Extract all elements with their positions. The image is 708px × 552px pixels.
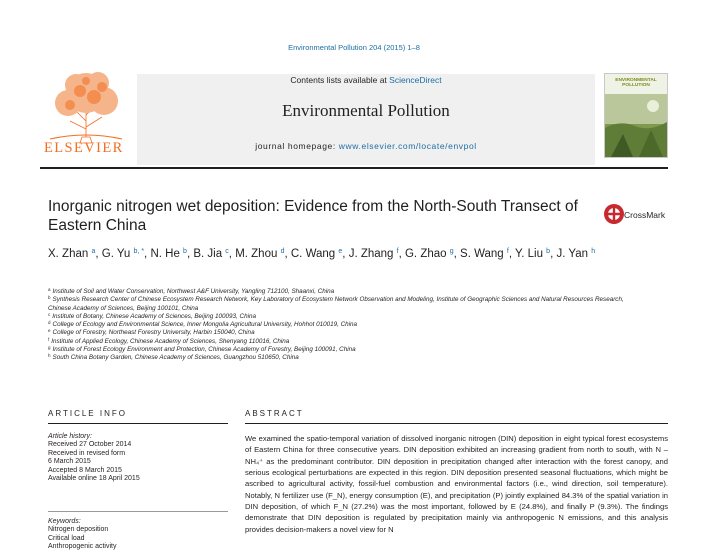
crossmark-label[interactable]: CrossMark [624, 210, 666, 220]
affiliation-key: c [48, 311, 51, 317]
author-name[interactable]: J. Yan [556, 248, 592, 260]
journal-cover-thumbnail[interactable] [604, 73, 668, 158]
affiliation-text: Institute of Applied Ecology, Chinese Academy of Sciences, Shenyang 110016, China [51, 337, 290, 345]
cover-landscape-image [605, 94, 667, 157]
author-name[interactable]: N. He [150, 248, 184, 260]
cover-title [605, 78, 667, 89]
author-name[interactable]: B. Jia [193, 248, 226, 260]
article-info-rule-mid [48, 511, 228, 512]
author-separator: , [95, 248, 102, 260]
author-affiliation-mark[interactable]: f [396, 248, 399, 255]
affiliation-text: College of Ecology and Environmental Science, Inner Mongolia Agricultural University, Hohhot 010019, China [52, 321, 358, 329]
author-affiliation-mark[interactable]: b [546, 248, 551, 255]
affiliation-text: Institute of Botany, Chinese Academy of Sciences, Beijing 100093, China [52, 312, 256, 320]
sciencedirect-link[interactable]: ScienceDirect [389, 75, 442, 85]
affiliation-item [48, 354, 648, 362]
elsevier-wordmark: ELSEVIER [44, 140, 124, 156]
history-item: Available online 18 April 2015 [48, 475, 140, 483]
journal-homepage [137, 141, 595, 151]
affiliation-item [48, 329, 648, 337]
history-item: 6 March 2015 [48, 458, 91, 466]
author-separator: , [284, 248, 291, 260]
homepage-prefix: journal homepage: [255, 141, 339, 151]
affiliation-key: h [48, 353, 51, 359]
keyword-item: Critical load [48, 534, 85, 542]
abstract-text: We examined the spatio-temporal variation of dissolved inorganic nitrogen (DIN) deposition in eight typical forest ecosystems of Eastern China for three consecutive years. DIN deposition exhibited an increasing gradient from north to south, with N – NH₄⁺ as the predominant contributor. DIN deposition in precipitation changed after interaction with the forest canopy, and serious ecological perturbations are expected in this region. DIN deposition presented seasonal fluctuations, which might be ascribed to agricultural activity, fossil-fuel combustion and environmental factors (i.e., wind direction, soil temperature). Notably, N fertilizer use (F_N), energy consumption (E), and precipitation (P) jointly explained 84.3% of the spatial variation in DIN deposition, of which F_N (27.2%) was the most important, followed by E (24.8%), and finally P (9.3%). The findings demonstrate that DIN deposition is regulated by precipitation mainly via anthropogenic N emissions, and this analysis provides decision-makers a novel view for N [245, 434, 668, 534]
author-affiliation-mark[interactable]: d [280, 248, 285, 255]
affiliation-text: Synthesis Research Center of Chinese Ecosystem Research Network, Key Laboratory of Ecosystem Network Observation and Modeling, Institute of Geographic Sciences and Natural Resources Research, Chinese Academy of Sciences, Beijing 100101, China [48, 296, 624, 312]
affiliation-text: South China Botany Garden, Chinese Academy of Sciences, Guangzhou 510650, China [52, 354, 299, 362]
article-title: Inorganic nitrogen wet deposition: Evidence from the North-South Transect of Eastern China [48, 198, 578, 234]
affiliation-text: College of Forestry, Northeast Forestry University, Harbin 150040, China [52, 329, 255, 337]
affiliation-item [48, 296, 648, 313]
history-item: Received in revised form [48, 449, 126, 457]
author-affiliation-mark[interactable]: h [591, 248, 596, 255]
affiliation-key: a [48, 287, 51, 292]
journal-citation[interactable]: Environmental Pollution 204 (2015) 1–8 [288, 43, 420, 52]
author-affiliation-mark[interactable]: e [338, 248, 343, 255]
author-affiliation-mark[interactable]: f [506, 248, 509, 255]
author-separator: , [228, 248, 236, 260]
author-affiliation-mark[interactable]: a [91, 248, 96, 255]
affiliation-text: Institute of Forest Ecology Environment and Protection, Chinese Academy of Forestry, Beijing 100091, China [52, 346, 356, 354]
affiliation-item [48, 338, 648, 346]
header-divider [40, 167, 668, 169]
cover-title-line1: ENVIRONMENTAL [615, 78, 657, 83]
affiliation-key: e [48, 328, 51, 334]
author-separator: , [508, 248, 516, 260]
keyword-item: Nitrogen deposition [48, 526, 109, 534]
affiliation-text: Institute of Soil and Water Conservation, Northwest A&F University, Yangling 712100, Shaanxi, China [52, 288, 335, 295]
abstract-rule-top [245, 423, 668, 424]
author-affiliation-mark[interactable]: c [225, 248, 229, 255]
affiliation-key: f [48, 336, 50, 342]
author-name[interactable]: G. Yu [101, 248, 134, 260]
journal-title: Environmental Pollution [282, 101, 450, 120]
author-separator: , [342, 248, 349, 260]
history-label: Article history: [48, 433, 92, 440]
keyword-item: Anthropogenic activity [48, 543, 117, 551]
author-affiliation-mark[interactable]: b [183, 248, 187, 255]
author-name[interactable]: J. Zhang [348, 248, 397, 260]
author-name[interactable]: C. Wang [290, 248, 339, 260]
author-separator: , [398, 248, 405, 260]
abstract-heading: ABSTRACT [245, 409, 304, 418]
author-name[interactable]: M. Zhou [235, 248, 281, 260]
affiliation-key: b [48, 295, 51, 301]
author-name[interactable]: S. Wang [460, 248, 507, 260]
author-name[interactable]: Y. Liu [515, 248, 547, 260]
abstract-body [245, 433, 668, 535]
contents-prefix: Contents lists available at [290, 75, 390, 85]
keywords [48, 518, 228, 552]
history-item: Received 27 October 2014 [48, 441, 132, 449]
author-affiliation-mark[interactable]: g [449, 248, 454, 255]
homepage-link[interactable]: www.elsevier.com/locate/envpol [338, 141, 477, 151]
author-separator: , [144, 248, 151, 260]
affiliation-item [48, 313, 648, 321]
affiliation-list [48, 288, 648, 363]
article-info-heading: ARTICLE INFO [48, 409, 127, 418]
affiliation-key: g [48, 345, 51, 351]
article-history [48, 433, 228, 483]
cover-title-line2: POLLUTION [622, 83, 650, 89]
author-separator: , [453, 248, 461, 260]
author-affiliation-mark[interactable]: b, * [133, 248, 145, 255]
author-list [48, 246, 618, 263]
history-item: Accepted 8 March 2015 [48, 466, 122, 474]
author-name[interactable]: X. Zhan [48, 248, 92, 260]
author-name[interactable]: G. Zhao [404, 248, 450, 260]
keywords-label: Keywords: [48, 518, 81, 525]
contents-availability [137, 75, 595, 85]
author-separator: , [550, 248, 557, 260]
affiliation-key: d [48, 320, 51, 326]
article-info-rule-top [48, 423, 228, 424]
author-separator: , [186, 248, 194, 260]
